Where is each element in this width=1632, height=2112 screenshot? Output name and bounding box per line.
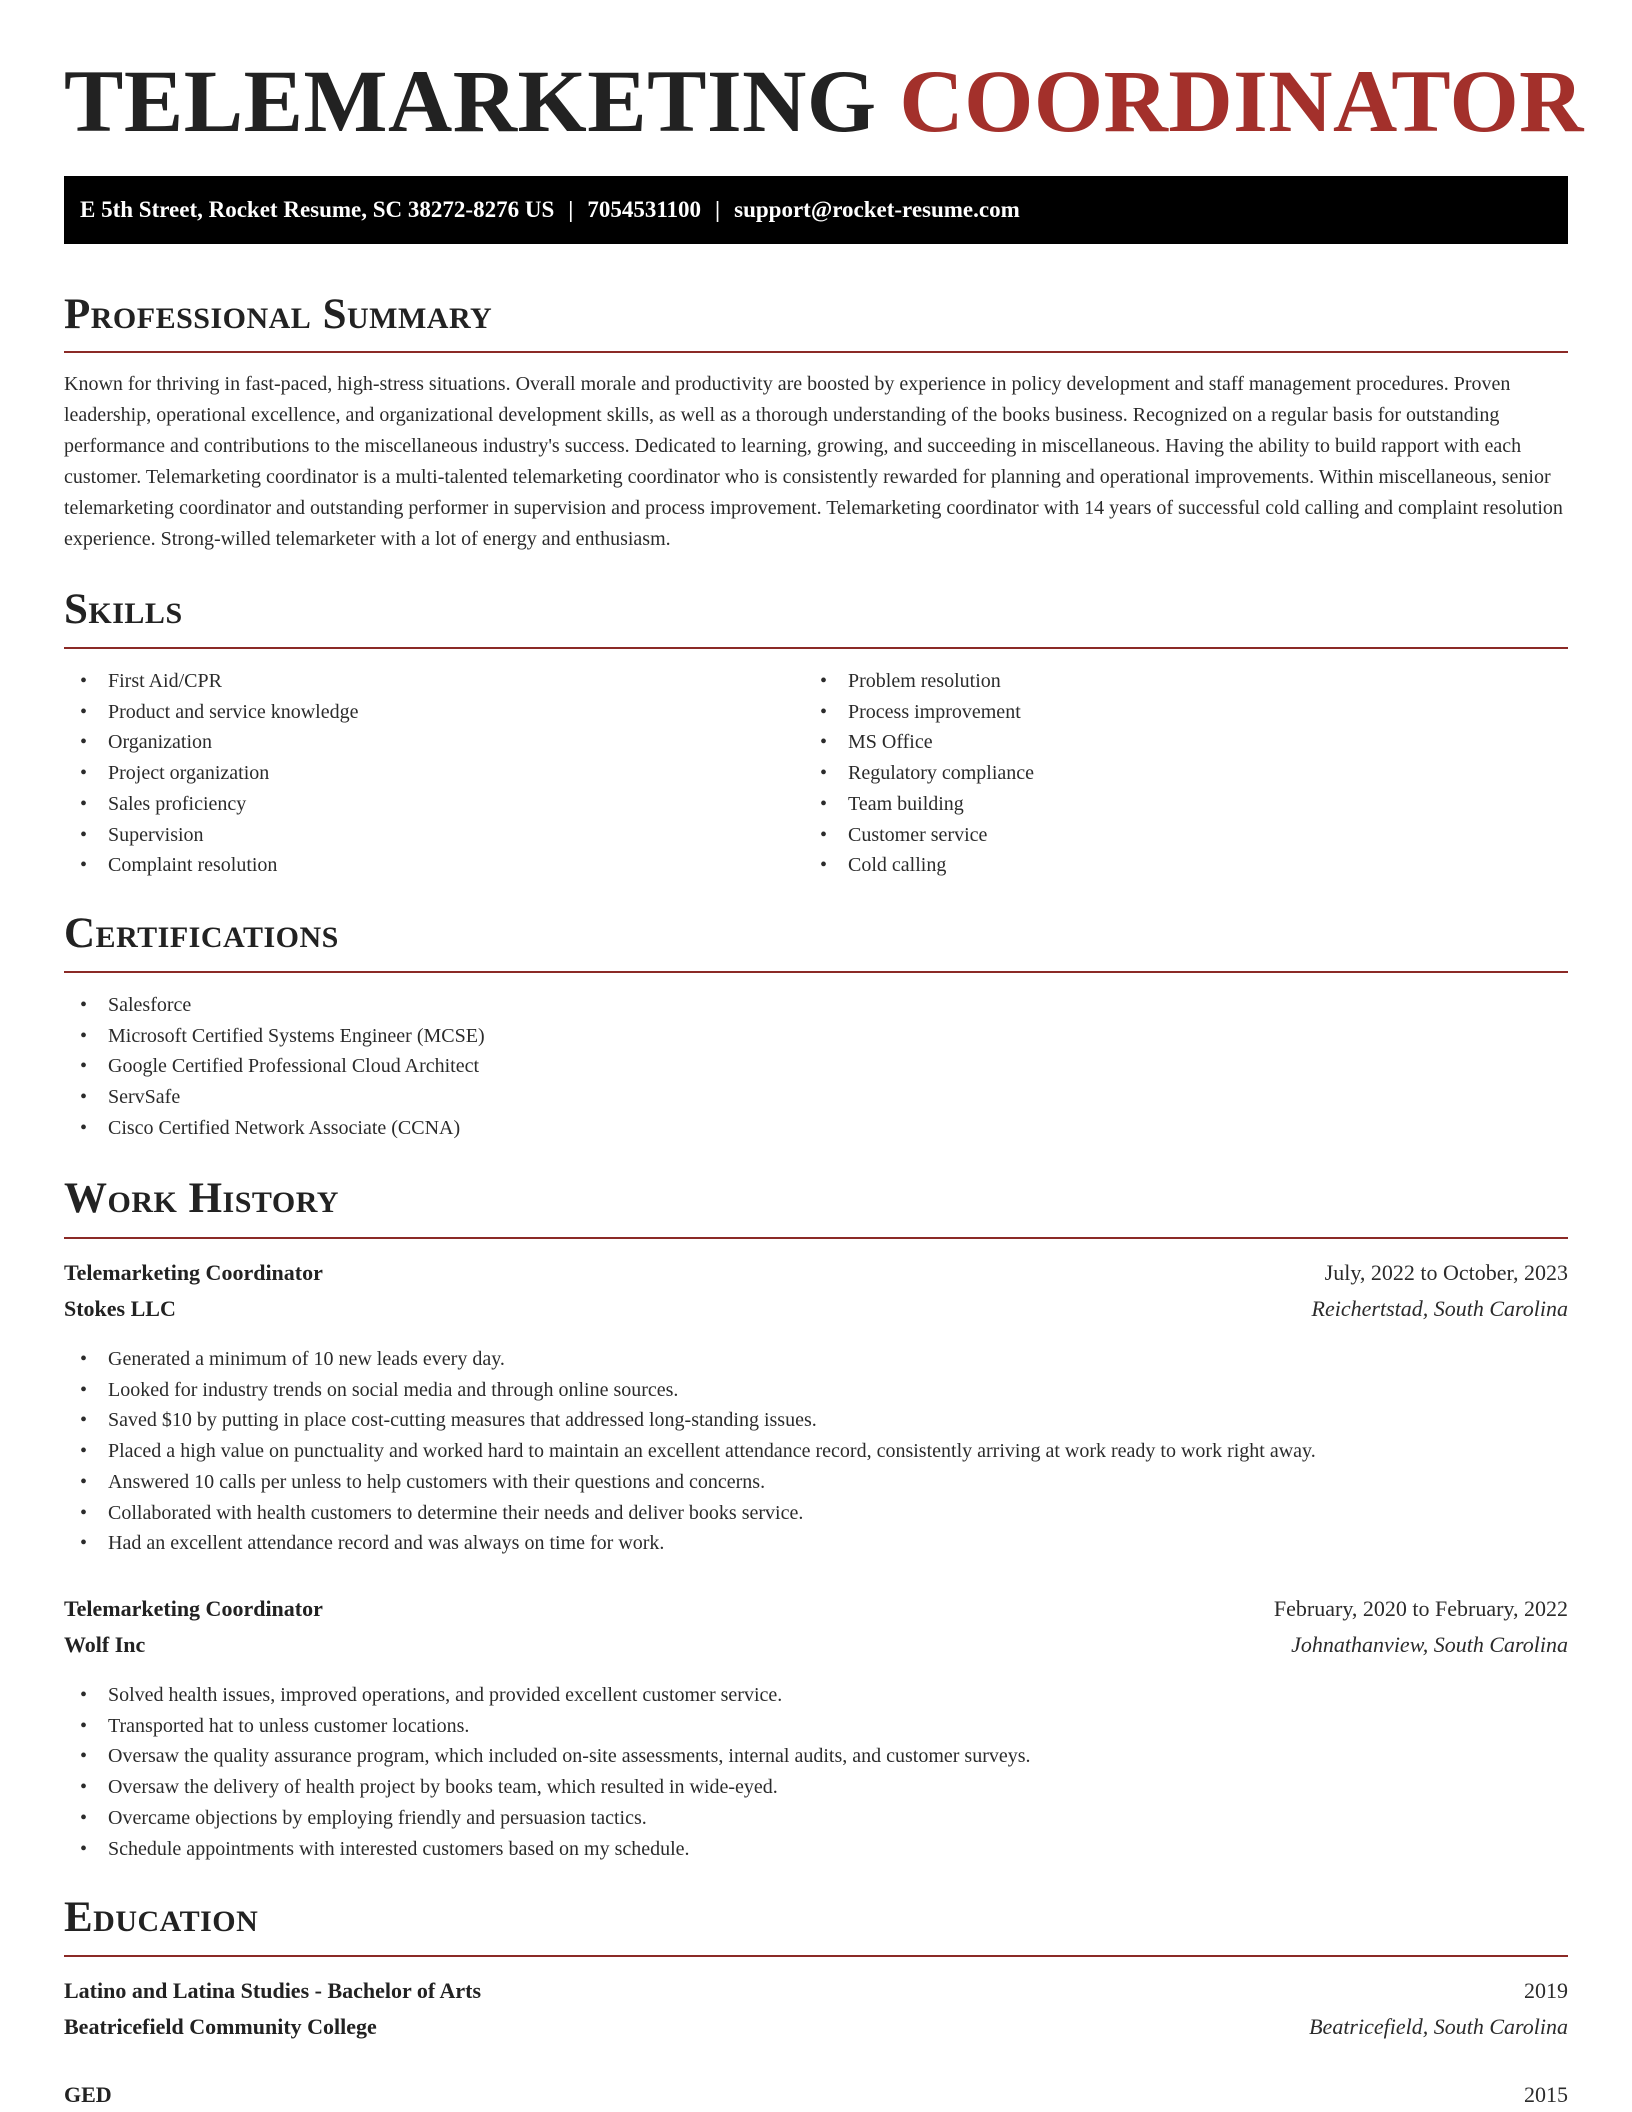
- certifications-list: [64, 990, 485, 1144]
- contact-phone: 7054531100: [587, 197, 702, 222]
- certification-item: • Microsoft Certified Systems Engineer (MCSE): [64, 1021, 485, 1052]
- job-duty: • Had an excellent attendance record and was always on time for work.: [64, 1528, 1316, 1559]
- job-company: Stokes LLC: [64, 1296, 176, 1321]
- contact-separator: |: [568, 197, 574, 222]
- certification-item: • Cisco Certified Network Associate (CCNA): [64, 1113, 485, 1144]
- summary-heading: Professional Summary: [64, 291, 493, 338]
- certification-item: • Google Certified Professional Cloud Architect: [64, 1051, 485, 1082]
- job-duty: • Saved $10 by putting in place cost-cutting measures that addressed long-standing issues.: [64, 1405, 1316, 1436]
- job-duty: • Answered 10 calls per unless to help customers with their questions and concerns.: [64, 1467, 1316, 1498]
- contact-separator: |: [715, 197, 721, 222]
- skill-item: • Customer service: [804, 820, 1034, 851]
- contact-email: support@rocket-resume.com: [734, 197, 1020, 222]
- section-divider: [64, 351, 1568, 353]
- job-dates: July, 2022 to October, 2023: [1324, 1260, 1568, 1285]
- skill-item: • Complaint resolution: [64, 850, 358, 881]
- contact-bar: [64, 176, 1568, 244]
- education-year: 2015: [1524, 2082, 1568, 2107]
- contact-address: E 5th Street, Rocket Resume, SC 38272-8276 US: [80, 197, 555, 222]
- job-dates: February, 2020 to February, 2022: [1273, 1596, 1568, 1621]
- skill-item: • Project organization: [64, 758, 358, 789]
- skill-item: • Product and service knowledge: [64, 697, 358, 728]
- education-year: 2019: [1524, 1978, 1568, 2003]
- section-divider: [64, 1237, 1568, 1239]
- job-duty: • Overcame objections by employing friendly and persuasion tactics.: [64, 1803, 1031, 1834]
- job-duty: • Oversaw the delivery of health project by books team, which resulted in wide-eyed.: [64, 1772, 1031, 1803]
- skill-item: • Team building: [804, 789, 1034, 820]
- job-duty: • Solved health issues, improved operations, and provided excellent customer service.: [64, 1680, 1031, 1711]
- skill-item: • Sales proficiency: [64, 789, 358, 820]
- work-history-heading: Work History: [64, 1175, 339, 1222]
- certification-item: • Salesforce: [64, 990, 485, 1021]
- skill-item: • Problem resolution: [804, 666, 1034, 697]
- education-heading: Education: [64, 1894, 259, 1941]
- name-first: TELEMARKETING: [64, 53, 877, 151]
- skill-item: • MS Office: [804, 727, 1034, 758]
- job-duty: • Transported hat to unless customer locations.: [64, 1711, 1031, 1742]
- job-company: Wolf Inc: [64, 1632, 146, 1657]
- summary-text: Known for thriving in fast-paced, high-stress situations. Overall morale and productivity are boosted by experience in policy development and staff management procedures. Proven leadership, operational excellence, and organizational development skills, as well as a thorough understanding of the books business. Recognized on a regular basis for outstanding performance and contributions to the miscellaneous industry's success. Dedicated to learning, growing, and succeeding in miscellaneous. Having the ability to build rapport with each customer. Telemarketing coordinator is a multi-talented telemarketing coordinator who is consistently rewarded for planning and operational improvements. Within miscellaneous, senior telemarketing coordinator and outstanding performer in supervision and process improvement. Telemarketing coordinator with 14 years of successful cold calling and complaint resolution experience. Strong-willed telemarketer with a lot of energy and enthusiasm.: [64, 373, 1563, 550]
- education-degree: Latino and Latina Studies - Bachelor of Arts: [64, 1978, 482, 2003]
- job-position: Telemarketing Coordinator: [64, 1260, 323, 1285]
- job-duty: • Oversaw the quality assurance program, which included on-site assessments, internal audits, and customer surveys.: [64, 1741, 1031, 1772]
- skill-item: • Process improvement: [804, 697, 1034, 728]
- skill-item: • Regulatory compliance: [804, 758, 1034, 789]
- job-duty: • Generated a minimum of 10 new leads every day.: [64, 1344, 1316, 1375]
- skills-list-right: [804, 666, 1034, 881]
- job-location: Reichertstad, South Carolina: [1311, 1296, 1568, 1321]
- skills-heading: Skills: [64, 586, 183, 633]
- section-divider: [64, 647, 1568, 649]
- job-duty: • Collaborated with health customers to determine their needs and deliver books service.: [64, 1498, 1316, 1529]
- skill-item: • First Aid/CPR: [64, 666, 358, 697]
- section-divider: [64, 1955, 1568, 1957]
- job-duty: • Looked for industry trends on social media and through online sources.: [64, 1375, 1316, 1406]
- skill-item: • Organization: [64, 727, 358, 758]
- skill-item: • Supervision: [64, 820, 358, 851]
- job-duties-list: [64, 1680, 1031, 1864]
- certifications-heading: Certifications: [64, 910, 339, 957]
- job-location: Johnathanview, South Carolina: [1291, 1632, 1568, 1657]
- section-divider: [64, 971, 1568, 973]
- job-duty: • Placed a high value on punctuality and worked hard to maintain an excellent attendance record, consistently arriving at work ready to work right away.: [64, 1436, 1316, 1467]
- certification-item: • ServSafe: [64, 1082, 485, 1113]
- education-school: Beatricefield Community College: [64, 2014, 377, 2039]
- job-position: Telemarketing Coordinator: [64, 1596, 323, 1621]
- education-degree: GED: [64, 2082, 112, 2107]
- skills-list-left: [64, 666, 358, 881]
- education-location: Beatricefield, South Carolina: [1309, 2014, 1568, 2039]
- skill-item: • Cold calling: [804, 850, 1034, 881]
- job-duty: • Schedule appointments with interested customers based on my schedule.: [64, 1834, 1031, 1865]
- name-last: COORDINATOR: [899, 53, 1584, 151]
- resume-name: [64, 52, 1584, 152]
- job-duties-list: [64, 1344, 1316, 1559]
